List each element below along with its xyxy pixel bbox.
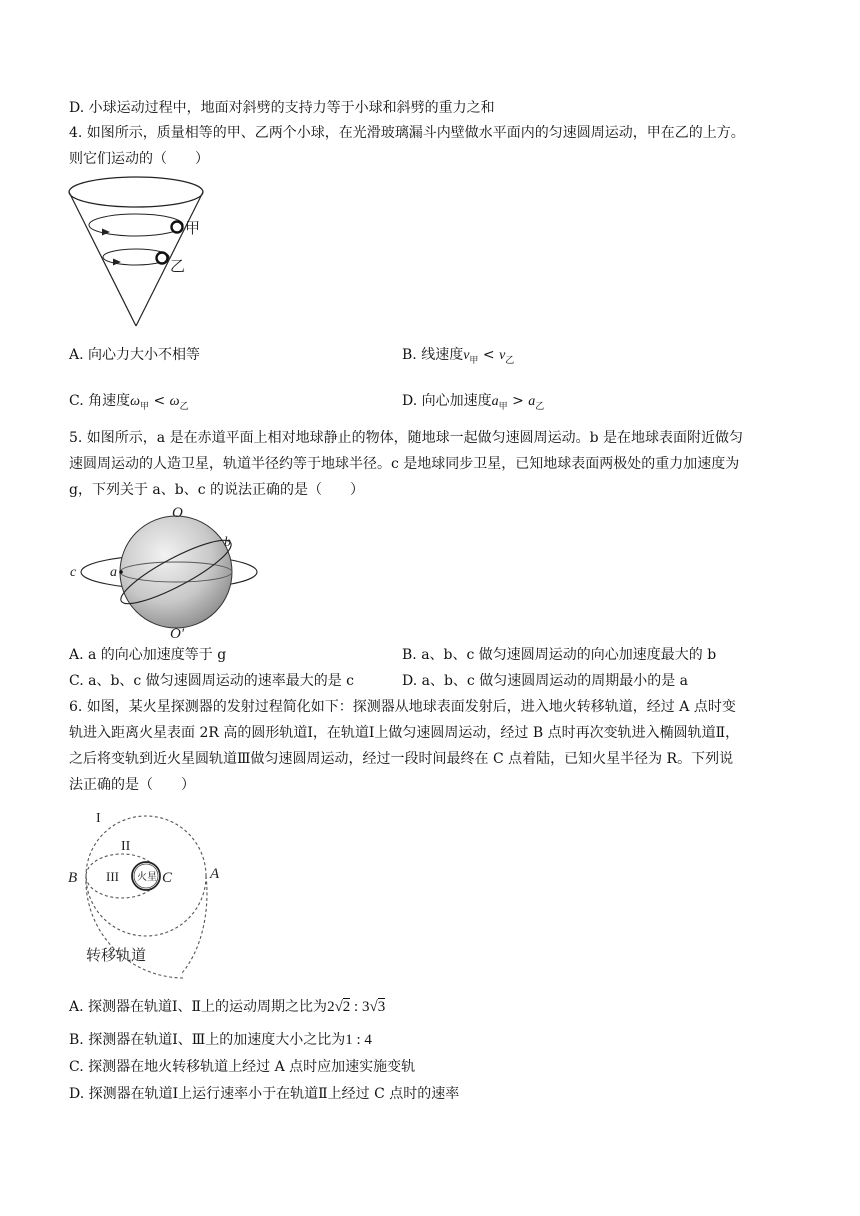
- label-a: a: [110, 565, 117, 580]
- q4-option-d: D. 向心加速度$a_甲 > a_乙$: [402, 393, 545, 412]
- label-transfer-orbit: 转移轨道: [86, 948, 147, 964]
- mars-orbit-figure: [64, 808, 244, 973]
- q5-option-a: A. a 的向心加速度等于 g: [69, 647, 227, 663]
- q3-option-d: D. 小球运动过程中，地面对斜劈的支持力等于小球和斜劈的重力之和: [69, 100, 495, 116]
- q6-stem-line4: 法正确的是（ ）: [69, 777, 195, 793]
- label-orbit-3: III: [106, 869, 119, 884]
- q6-option-b: B. 探测器在轨道Ⅰ、Ⅲ上的加速度大小之比为1 : 4: [69, 1032, 372, 1048]
- label-orbit-1: I: [96, 811, 101, 826]
- label-point-b: B: [68, 870, 78, 886]
- label-o: O: [172, 505, 183, 521]
- q6-stem-line2: 轨进入距离火星表面 2R 高的圆形轨道Ⅰ，在轨道Ⅰ上做匀速圆周运动，经过 B 点时再次变轨进入椭圆轨道Ⅱ，: [69, 725, 740, 741]
- q5-stem-line2: 速圆周运动的人造卫星，轨道半径约等于地球半径。c 是地球同步卫星，已知地球表面两极处的重力加速度为: [69, 456, 740, 472]
- q5-stem-line1: 5. 如图所示，a 是在赤道平面上相对地球静止的物体，随地球一起做匀速圆周运动。b 是在地球表面附近做匀: [69, 430, 744, 446]
- q6-stem-line1: 6. 如图，某火星探测器的发射过程简化如下：探测器从地球表面发射后，进入地火转移轨道，经过 A 点时变: [69, 699, 736, 715]
- q4-option-c: C. 角速度$\omega_甲 < \omega_乙$: [69, 393, 189, 412]
- label-c: c: [70, 565, 77, 580]
- q4-stem-line2: 则它们运动的（ ）: [69, 151, 209, 167]
- label-planet: 火星: [137, 872, 157, 883]
- q5-stem-line3: g，下列关于 a、b、c 的说法正确的是（ ）: [69, 482, 365, 498]
- q5-option-b: B. a、b、c 做匀速圆周运动的向心加速度最大的 b: [402, 647, 717, 663]
- q6-option-c: C. 探测器在地火转移轨道上经过 A 点时应加速实施变轨: [69, 1059, 416, 1075]
- q5-option-d: D. a、b、c 做匀速圆周运动的周期最小的是 a: [402, 673, 689, 689]
- label-orbit-2: II: [121, 839, 131, 854]
- label-jia: 甲: [185, 221, 201, 237]
- q4-stem-line1: 4. 如图所示，质量相等的甲、乙两个小球，在光滑玻璃漏斗内壁做水平面内的匀速圆周运动，甲在乙的上方。: [69, 125, 745, 141]
- q6-option-a: A. 探测器在轨道Ⅰ、Ⅱ上的运动周期之比为2√2 : 3√3: [69, 999, 386, 1015]
- label-b: b: [224, 535, 231, 550]
- label-yi: 乙: [170, 259, 186, 275]
- label-o-prime: O′: [170, 626, 185, 642]
- funnel-figure: [66, 170, 216, 330]
- q6-option-d: D. 探测器在轨道Ⅰ上运行速率小于在轨道Ⅱ上经过 C 点时的速率: [69, 1086, 460, 1102]
- q6-stem-line3: 之后将变轨到近火星圆轨道Ⅲ做匀速圆周运动，经过一段时间最终在 C 点着陆，已知火星半径为 R。下列说: [69, 751, 734, 767]
- q5-option-c: C. a、b、c 做匀速圆周运动的速率最大的是 c: [69, 673, 355, 689]
- label-point-c: C: [162, 870, 173, 886]
- earth-satellite-figure: [66, 500, 266, 645]
- label-point-a: A: [210, 866, 220, 882]
- q4-option-a: A. 向心力大小不相等: [69, 347, 201, 363]
- q4-option-b: B. 线速度$v_甲 < v_乙$: [402, 347, 515, 366]
